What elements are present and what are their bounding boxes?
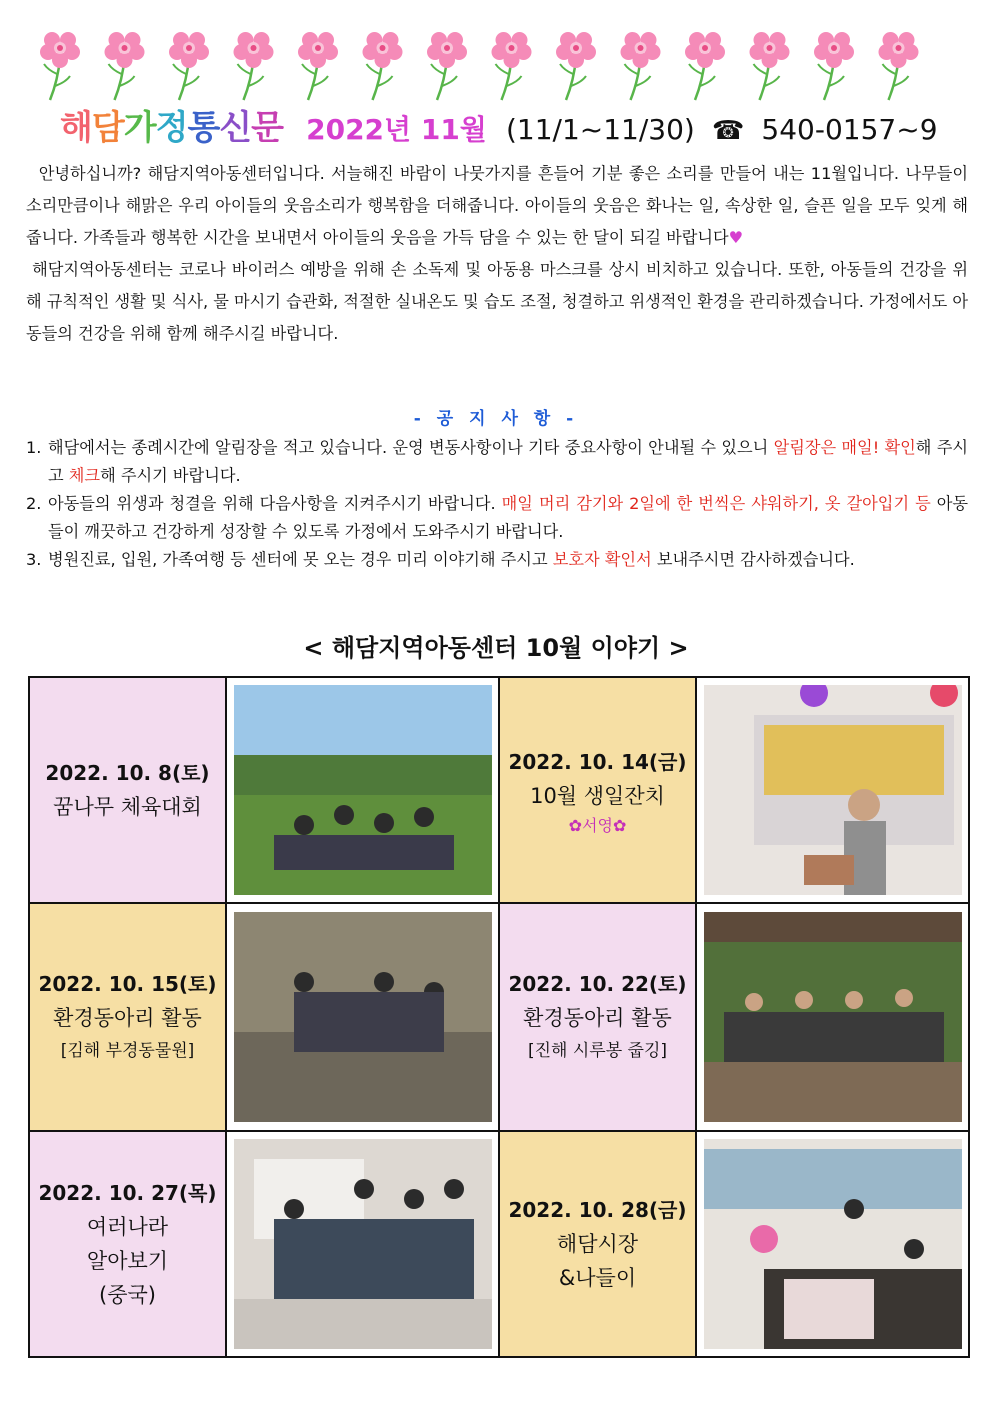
flower-icon bbox=[234, 32, 274, 100]
flower-icon bbox=[556, 32, 596, 100]
sports-day-photo bbox=[234, 685, 492, 895]
culture-class-photo bbox=[234, 1139, 492, 1349]
flower-icon bbox=[363, 32, 403, 100]
flower-icon bbox=[814, 32, 854, 100]
notice-heading: - 공 지 사 항 - bbox=[413, 409, 579, 429]
event-date: 2022. 10. 14(금) bbox=[508, 749, 687, 774]
intro-text bbox=[26, 158, 968, 350]
intro-paragraph-2 bbox=[26, 254, 968, 350]
title-char: 통 bbox=[187, 108, 220, 148]
title-char: 신 bbox=[219, 108, 252, 148]
intro-paragraph-1 bbox=[26, 158, 968, 254]
event-date: 2022. 10. 8(토) bbox=[45, 761, 210, 785]
photo-cell bbox=[226, 903, 499, 1131]
photo-cell bbox=[696, 903, 969, 1131]
notice-text: 병원진료, 입원, 가족여행 등 센터에 못 오는 경우 미리 이야기해 주시고 bbox=[48, 550, 553, 569]
market-day-photo bbox=[704, 1139, 962, 1349]
birthday-name: ✿서영✿ bbox=[568, 815, 627, 835]
event-location: [진해 시루봉 줍깅] bbox=[527, 1041, 668, 1061]
event-title: 꿈나무 체육대회 bbox=[53, 795, 202, 819]
flower-icon bbox=[105, 32, 145, 100]
photo-cell bbox=[696, 677, 969, 903]
notice-highlight: 알림장은 매일! 확인 bbox=[773, 438, 916, 457]
event-title: 환경동아리 활동 bbox=[523, 1006, 672, 1030]
event-cell bbox=[29, 677, 226, 903]
notice-text: 아동들의 위생과 청결을 위해 다음사항을 지켜주시기 바랍니다. bbox=[48, 494, 502, 513]
notice-text: 해담에서는 종례시간에 알림장을 적고 있습니다. 운영 변동사항이나 기타 중요사항이 안내될 수 있으니 bbox=[48, 438, 774, 457]
title-char: 문 bbox=[251, 108, 284, 148]
flower-icon bbox=[427, 32, 467, 100]
notice-item bbox=[26, 490, 968, 546]
title-char: 정 bbox=[155, 108, 188, 148]
flower-icon bbox=[621, 32, 661, 100]
event-title: 여러나라 bbox=[86, 1215, 169, 1239]
flower-border bbox=[40, 30, 940, 102]
phone-number: 540-0157~9 bbox=[761, 113, 938, 146]
event-title-line-2: &나들이 bbox=[558, 1266, 637, 1290]
notice-highlight: 매일 머리 감기와 2일에 한 번씩은 샤워하기, 옷 갈아입기 등 bbox=[501, 494, 931, 513]
section-title: < 해담지역아동센터 10월 이야기 > bbox=[303, 634, 689, 662]
zoo-visit-photo bbox=[234, 912, 492, 1122]
event-title: 해담시장 bbox=[556, 1232, 639, 1256]
notice-item bbox=[26, 434, 968, 490]
telephone-icon: ☎ bbox=[711, 116, 745, 146]
newsletter-header bbox=[60, 100, 960, 150]
flower-icon bbox=[298, 32, 338, 100]
notice-text: 보내주시면 감사하겠습니다. bbox=[651, 550, 855, 569]
event-country: (중국) bbox=[99, 1283, 156, 1307]
event-cell bbox=[499, 1131, 696, 1357]
issue-date: 2022년 11월 bbox=[306, 113, 487, 146]
notice-text: 아동들이 깨끗하고 건강하게 성장할 수 있도록 가정에서 도와주시기 바랍니다. bbox=[48, 494, 968, 541]
event-date: 2022. 10. 15(토) bbox=[38, 972, 217, 996]
flower-icon bbox=[685, 32, 725, 100]
notice-highlight: 체크 bbox=[68, 466, 101, 485]
title-char: 담 bbox=[91, 108, 124, 148]
hiking-cleanup-photo bbox=[704, 912, 962, 1122]
event-cell bbox=[29, 903, 226, 1131]
date-range: (11/1~11/30) bbox=[505, 113, 695, 146]
photo-cell bbox=[696, 1131, 969, 1357]
photo-cell bbox=[226, 677, 499, 903]
event-title: 10월 생일잔치 bbox=[530, 783, 665, 808]
flower-icon bbox=[750, 32, 790, 100]
notice-number: 2. bbox=[26, 494, 42, 513]
event-cell bbox=[499, 903, 696, 1131]
notice-text: 해 주시고 bbox=[48, 438, 968, 485]
notice-highlight: 보호자 확인서 bbox=[552, 550, 652, 569]
notice-number: 3. bbox=[26, 550, 42, 569]
event-date: 2022. 10. 27(목) bbox=[38, 1181, 217, 1205]
event-title-line-2: 알아보기 bbox=[86, 1249, 169, 1273]
flower-icon bbox=[879, 32, 919, 100]
title-char: 가 bbox=[123, 108, 156, 148]
event-location: [김해 부경동물원] bbox=[60, 1041, 195, 1061]
photo-cell bbox=[226, 1131, 499, 1357]
flower-icon bbox=[169, 32, 209, 100]
title-char: 해 bbox=[60, 108, 92, 148]
event-cell bbox=[29, 1131, 226, 1357]
notice-list bbox=[26, 434, 968, 574]
notice-number: 1. bbox=[26, 438, 42, 457]
event-cell bbox=[499, 677, 696, 903]
heart-icon: ♥ bbox=[728, 228, 744, 247]
intro-paragraph-2-text: 해담지역아동센터는 코로나 바이러스 예방을 위해 손 소독제 및 아동용 마스크를 상시 비치하고 있습니다. 또한, 아동들의 건강을 위해 규칙적인 생활 및 식사, 물 마시기 습관화, 적절한 실내온도 및 습도 조절, 청결하고 위생적인 환경을 관리하겠습니다. 가정에서도 아동들의 건강을 위해 함께 해주시길 바랍니다. bbox=[26, 260, 968, 343]
notice-text: 해 주시기 바랍니다. bbox=[100, 466, 241, 485]
event-grid bbox=[28, 676, 970, 1358]
flower-icon bbox=[40, 32, 80, 100]
flower-icon bbox=[492, 32, 532, 100]
event-title: 환경동아리 활동 bbox=[53, 1006, 202, 1030]
birthday-party-photo bbox=[704, 685, 962, 895]
intro-paragraph-1-text: 안녕하십니까? 해담지역아동센터입니다. 서늘해진 바람이 나뭇가지를 흔들어 기분 좋은 소리를 만들어 내는 11월입니다. 나무들이 소리만큼이나 해맑은 우리 아이들의 웃음소리가 행복함을 더해줍니다. 아이들의 웃음은 화나는 일, 속상한 일, 슬픈 일을 모두 잊게 해줍니다. 가족들과 행복한 시간을 보내면서 아이들의 웃음을 가득 담을 수 있는 한 달이 되길 바랍니다 bbox=[26, 164, 969, 247]
event-date: 2022. 10. 28(금) bbox=[508, 1198, 687, 1222]
notice-item bbox=[26, 546, 968, 574]
event-date: 2022. 10. 22(토) bbox=[508, 972, 687, 996]
newsletter-title bbox=[60, 108, 283, 148]
